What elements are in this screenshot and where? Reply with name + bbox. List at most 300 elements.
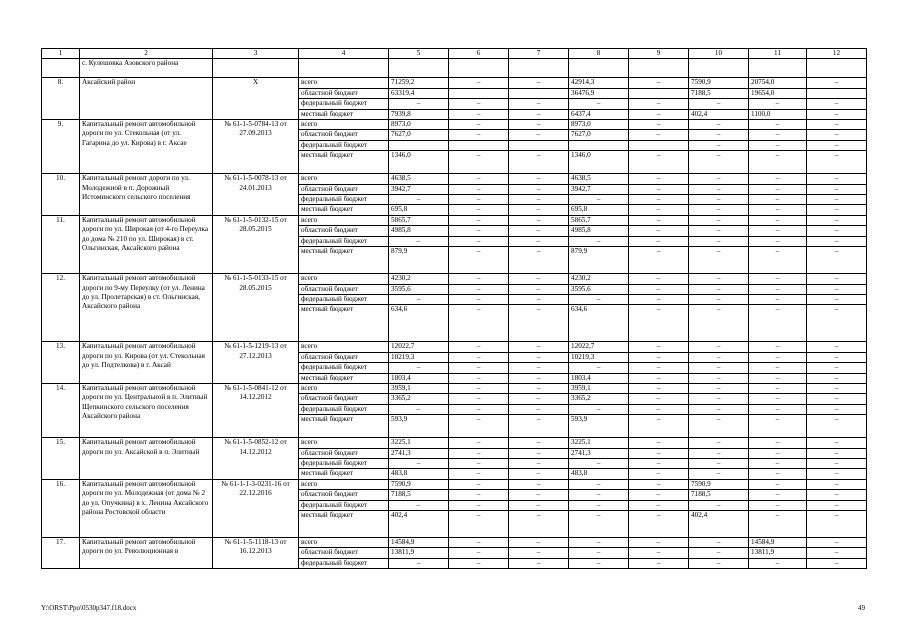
amount-cell: – xyxy=(509,469,569,479)
amount-cell: – xyxy=(389,558,449,568)
amount-cell: – xyxy=(629,458,689,468)
amount-cell: – xyxy=(629,305,689,342)
amount-cell: 593,9 xyxy=(569,415,629,438)
header-row xyxy=(42,49,867,59)
page-number: 49 xyxy=(858,604,865,612)
expertise-doc: № 61-1-5-0132-15 от 28.05.2015 xyxy=(213,215,299,273)
amount-cell: – xyxy=(689,247,749,274)
amount-cell: – xyxy=(807,247,867,274)
object-name: Капитальный ремонт автомобильной дороги по ул. Молодежная (от дома № 2 до ул. Опучкина) в х. Ленина Аксайского района Ростовской области xyxy=(80,479,213,537)
amount-cell: – xyxy=(629,205,689,215)
amount-cell: 7188,5 xyxy=(689,88,749,98)
amount-cell: – xyxy=(749,469,807,479)
amount-cell: 13811,9 xyxy=(749,548,807,558)
amount-cell: – xyxy=(749,226,807,236)
amount-cell: – xyxy=(807,305,867,342)
amount-cell: – xyxy=(509,404,569,414)
amount-cell: – xyxy=(689,305,749,342)
amount-cell: – xyxy=(749,500,807,510)
expertise-doc: № 61-1-5-0133-15 от 28.05.2015 xyxy=(213,274,299,342)
amount-cell: – xyxy=(807,352,867,362)
amount-cell: – xyxy=(389,458,449,468)
amount-cell: – xyxy=(449,195,509,205)
object-name: Капитальный ремонт автомобильной дороги по 9-му Переулку (от ул. Ленина до ул. Пролетарская) в ст. Ольгинская, Аксайского района xyxy=(80,274,213,342)
amount-cell: – xyxy=(689,363,749,373)
header-cell: 10 xyxy=(689,49,749,59)
amount-cell: – xyxy=(629,394,689,404)
amount-cell: – xyxy=(689,538,749,548)
amount-cell: – xyxy=(449,500,509,510)
expertise-doc xyxy=(213,59,299,78)
amount-cell: – xyxy=(629,500,689,510)
amount-cell: – xyxy=(509,352,569,362)
row-number: 12. xyxy=(42,274,80,342)
amount-cell: – xyxy=(629,479,689,489)
amount-cell: – xyxy=(449,78,509,88)
amount-cell: – xyxy=(807,342,867,352)
amount-cell: – xyxy=(749,479,807,489)
amount-cell: 63319,4 xyxy=(389,88,449,98)
amount-cell: – xyxy=(749,490,807,500)
amount-cell: – xyxy=(629,538,689,548)
expertise-doc: № 61-1-5-0784-13 от 27.09.2013 xyxy=(213,120,299,174)
amount-cell: – xyxy=(509,373,569,383)
amount-cell: 2741,3 xyxy=(389,448,449,458)
amount-cell: – xyxy=(449,448,509,458)
amount-cell: – xyxy=(509,500,569,510)
amount-cell: – xyxy=(807,109,867,119)
amount-cell: – xyxy=(689,548,749,558)
amount-cell: – xyxy=(509,78,569,88)
amount-cell: 695,8 xyxy=(389,205,449,215)
amount-cell: – xyxy=(629,226,689,236)
amount-cell: 402,4 xyxy=(689,511,749,538)
amount-cell: – xyxy=(629,151,689,174)
budget-source: всего xyxy=(299,174,389,184)
amount-cell: 20754,0 xyxy=(749,78,807,88)
amount-cell xyxy=(807,88,867,98)
amount-cell: – xyxy=(449,205,509,215)
amount-cell: – xyxy=(689,394,749,404)
amount-cell: 483,8 xyxy=(389,469,449,479)
amount-cell: 1346,0 xyxy=(389,151,449,174)
budget-source: местный бюджет xyxy=(299,305,389,342)
table-row xyxy=(42,78,867,88)
row-number: 9. xyxy=(42,120,80,174)
amount-cell: – xyxy=(749,394,807,404)
amount-cell: – xyxy=(807,558,867,568)
amount-cell: – xyxy=(569,500,629,510)
amount-cell: – xyxy=(749,415,807,438)
amount-cell: – xyxy=(449,438,509,448)
amount-cell: – xyxy=(509,274,569,284)
amount-cell: – xyxy=(629,373,689,383)
amount-cell: – xyxy=(509,205,569,215)
amount-cell: – xyxy=(629,195,689,205)
budget-source: всего xyxy=(299,479,389,489)
amount-cell: 13811,9 xyxy=(389,548,449,558)
amount-cell: 7590,9 xyxy=(389,479,449,489)
amount-cell: – xyxy=(807,215,867,225)
amount-cell: – xyxy=(689,151,749,174)
amount-cell: – xyxy=(807,438,867,448)
amount-cell: 634,6 xyxy=(569,305,629,342)
amount-cell: – xyxy=(807,184,867,194)
amount-cell: – xyxy=(449,274,509,284)
amount-cell: – xyxy=(509,538,569,548)
object-name: Капитальный ремонт автомобильной дороги по ул. Центральной в п. Элитный Щепкинского сельского поселения Аксайского района xyxy=(80,383,213,437)
expertise-doc: № 61-1-5-0841-12 от 14.12.2012 xyxy=(213,383,299,437)
amount-cell: – xyxy=(449,511,509,538)
amount-cell: – xyxy=(389,236,449,246)
amount-cell: – xyxy=(509,151,569,174)
amount-cell: 7627,0 xyxy=(389,130,449,140)
amount-cell: – xyxy=(689,130,749,140)
object-name: Капитальный ремонт автомобильной дороги по ул. Кирова (от ул. Стекольная до ул. Подтелкова) в г. Аксай xyxy=(80,342,213,384)
amount-cell: – xyxy=(689,342,749,352)
budget-source: областной бюджет xyxy=(299,184,389,194)
amount-cell: – xyxy=(509,184,569,194)
amount-cell: 3225,1 xyxy=(569,438,629,448)
amount-cell: – xyxy=(449,184,509,194)
amount-cell: 695,8 xyxy=(569,205,629,215)
amount-cell: – xyxy=(569,363,629,373)
budget-source: областной бюджет xyxy=(299,548,389,558)
expertise-doc: № 61-1-5-1118-13 от 16.12.2013 xyxy=(213,538,299,569)
amount-cell: – xyxy=(689,352,749,362)
budget-source: федеральный бюджет xyxy=(299,140,389,150)
header-cell: 11 xyxy=(749,49,807,59)
amount-cell: – xyxy=(509,226,569,236)
header-cell: 3 xyxy=(213,49,299,59)
amount-cell xyxy=(629,88,689,98)
amount-cell: – xyxy=(569,538,629,548)
amount-cell xyxy=(749,59,807,78)
amount-cell: – xyxy=(749,342,807,352)
header-cell: 2 xyxy=(80,49,213,59)
amount-cell: – xyxy=(509,448,569,458)
amount-cell: – xyxy=(807,448,867,458)
amount-cell: – xyxy=(449,469,509,479)
amount-cell: – xyxy=(509,99,569,109)
expertise-doc: № 61-1-5-0078-13 от 24.01.2013 xyxy=(213,174,299,216)
amount-cell: 3942,7 xyxy=(569,184,629,194)
amount-cell: 3595,6 xyxy=(389,284,449,294)
amount-cell: – xyxy=(629,99,689,109)
amount-cell: 12022,7 xyxy=(389,342,449,352)
amount-cell: – xyxy=(509,438,569,448)
amount-cell: 71259,2 xyxy=(389,78,449,88)
amount-cell: – xyxy=(569,236,629,246)
amount-cell: – xyxy=(689,174,749,184)
row-number: 15. xyxy=(42,438,80,480)
amount-cell: – xyxy=(629,78,689,88)
amount-cell: – xyxy=(749,305,807,342)
row-number: 11. xyxy=(42,215,80,273)
amount-cell: – xyxy=(449,394,509,404)
amount-cell: – xyxy=(689,448,749,458)
amount-cell: – xyxy=(449,305,509,342)
amount-cell: 3959,1 xyxy=(569,383,629,393)
amount-cell: – xyxy=(509,548,569,558)
amount-cell: – xyxy=(629,352,689,362)
amount-cell: 8973,0 xyxy=(569,120,629,130)
amount-cell: – xyxy=(749,373,807,383)
amount-cell: – xyxy=(389,195,449,205)
amount-cell: – xyxy=(807,195,867,205)
amount-cell: – xyxy=(449,373,509,383)
amount-cell: – xyxy=(509,305,569,342)
object-name: Капитальный ремонт автомобильной дороги по ул. Революционная в xyxy=(80,538,213,569)
amount-cell: – xyxy=(749,140,807,150)
amount-cell: – xyxy=(807,151,867,174)
header-cell: 8 xyxy=(569,49,629,59)
amount-cell: 7939,8 xyxy=(389,109,449,119)
amount-cell: – xyxy=(509,558,569,568)
object-name: Капитальный ремонт автомобильной дороги по ул. Широкая (от 4-го Переулка до дома № 210 по ул. Широкая) в ст. Ольгинская, Аксайского района xyxy=(80,215,213,273)
object-name: с. Кулешовка Азовского района xyxy=(80,59,213,78)
budget-source: всего xyxy=(299,78,389,88)
amount-cell: – xyxy=(807,226,867,236)
amount-cell: – xyxy=(449,109,509,119)
amount-cell: – xyxy=(749,274,807,284)
amount-cell: – xyxy=(389,404,449,414)
amount-cell: – xyxy=(509,383,569,393)
amount-cell: – xyxy=(807,205,867,215)
amount-cell: 3595,6 xyxy=(569,284,629,294)
budget-source: федеральный бюджет xyxy=(299,458,389,468)
budget-source: всего xyxy=(299,274,389,284)
budget-source: всего xyxy=(299,120,389,130)
amount-cell: – xyxy=(509,342,569,352)
amount-cell: – xyxy=(509,174,569,184)
amount-cell: – xyxy=(749,215,807,225)
amount-cell: – xyxy=(569,99,629,109)
amount-cell: – xyxy=(807,479,867,489)
amount-cell: 3225,1 xyxy=(389,438,449,448)
amount-cell: – xyxy=(749,458,807,468)
amount-cell: – xyxy=(749,151,807,174)
header-cell: 12 xyxy=(807,49,867,59)
amount-cell: – xyxy=(807,490,867,500)
amount-cell: – xyxy=(629,511,689,538)
budget-source: местный бюджет xyxy=(299,247,389,274)
table-row xyxy=(42,174,867,184)
amount-cell: – xyxy=(449,548,509,558)
amount-cell: – xyxy=(689,438,749,448)
amount-cell: – xyxy=(509,294,569,304)
amount-cell xyxy=(569,59,629,78)
amount-cell: – xyxy=(807,500,867,510)
amount-cell: – xyxy=(749,383,807,393)
amount-cell: – xyxy=(629,284,689,294)
amount-cell: – xyxy=(569,479,629,489)
expertise-doc: № 61-1-5-1219-13 от 27.12.2013 xyxy=(213,342,299,384)
amount-cell: – xyxy=(509,415,569,438)
amount-cell: – xyxy=(449,174,509,184)
amount-cell: – xyxy=(807,458,867,468)
amount-cell: – xyxy=(749,174,807,184)
amount-cell: – xyxy=(749,558,807,568)
amount-cell xyxy=(449,88,509,98)
amount-cell: 7590,9 xyxy=(689,479,749,489)
table-row xyxy=(42,538,867,548)
amount-cell xyxy=(509,59,569,78)
amount-cell: 3959,1 xyxy=(389,383,449,393)
amount-cell: 14584,9 xyxy=(389,538,449,548)
amount-cell: – xyxy=(629,174,689,184)
amount-cell: – xyxy=(807,469,867,479)
amount-cell: 10219,3 xyxy=(569,352,629,362)
budget-source: всего xyxy=(299,342,389,352)
amount-cell: 7590,9 xyxy=(689,78,749,88)
amount-cell: 7627,0 xyxy=(569,130,629,140)
amount-cell: 1346,0 xyxy=(569,151,629,174)
amount-cell: – xyxy=(807,99,867,109)
budget-source: местный бюджет xyxy=(299,373,389,383)
amount-cell: 19654,0 xyxy=(749,88,807,98)
amount-cell: – xyxy=(449,236,509,246)
budget-source: всего xyxy=(299,538,389,548)
amount-cell: – xyxy=(449,363,509,373)
amount-cell xyxy=(689,59,749,78)
object-name: Капитальный ремонт дороги по ул. Молодежной в п. Дорожный Истоминского сельского поселения xyxy=(80,174,213,216)
amount-cell: – xyxy=(749,247,807,274)
amount-cell: – xyxy=(807,548,867,558)
budget-source: местный бюджет xyxy=(299,151,389,174)
amount-cell: 2741,3 xyxy=(569,448,629,458)
amount-cell xyxy=(509,88,569,98)
amount-cell: – xyxy=(509,120,569,130)
header-cell: 5 xyxy=(389,49,449,59)
amount-cell: – xyxy=(449,538,509,548)
budget-source: федеральный бюджет xyxy=(299,404,389,414)
amount-cell: – xyxy=(689,274,749,284)
expertise-doc: № 61-1-1-3-0231-16 от 22.12.2016 xyxy=(213,479,299,537)
amount-cell: – xyxy=(629,109,689,119)
budget-source: местный бюджет xyxy=(299,205,389,215)
table-row xyxy=(42,274,867,284)
amount-cell: – xyxy=(629,558,689,568)
budget-source: областной бюджет xyxy=(299,490,389,500)
amount-cell: – xyxy=(629,120,689,130)
amount-cell: – xyxy=(807,404,867,414)
row-number: 14. xyxy=(42,383,80,437)
amount-cell xyxy=(449,59,509,78)
amount-cell: – xyxy=(449,130,509,140)
amount-cell: – xyxy=(449,558,509,568)
header-cell: 4 xyxy=(299,49,389,59)
amount-cell: – xyxy=(449,215,509,225)
amount-cell xyxy=(807,59,867,78)
amount-cell: – xyxy=(749,130,807,140)
amount-cell: – xyxy=(749,294,807,304)
amount-cell: 7188,5 xyxy=(389,490,449,500)
amount-cell: – xyxy=(449,247,509,274)
amount-cell: – xyxy=(629,236,689,246)
amount-cell: – xyxy=(449,383,509,393)
amount-cell: – xyxy=(569,294,629,304)
header-cell: 9 xyxy=(629,49,689,59)
amount-cell: – xyxy=(629,184,689,194)
row-number: 8. xyxy=(42,78,80,120)
amount-cell: – xyxy=(629,247,689,274)
amount-cell: – xyxy=(807,294,867,304)
table-row xyxy=(42,479,867,489)
amount-cell: 8973,0 xyxy=(389,120,449,130)
amount-cell: 36476,9 xyxy=(569,88,629,98)
amount-cell: – xyxy=(509,236,569,246)
amount-cell: – xyxy=(689,500,749,510)
table-row xyxy=(42,438,867,448)
amount-cell: – xyxy=(509,247,569,274)
amount-cell: 5865,7 xyxy=(389,215,449,225)
row-number: 16. xyxy=(42,479,80,537)
budget-source: местный бюджет xyxy=(299,511,389,538)
amount-cell: – xyxy=(749,195,807,205)
object-name: Капитальный ремонт автомобильной дороги по ул. Аксайской в п. Элитный xyxy=(80,438,213,480)
amount-cell: 402,4 xyxy=(389,511,449,538)
amount-cell: 4985,8 xyxy=(389,226,449,236)
amount-cell: – xyxy=(569,490,629,500)
amount-cell: 402,4 xyxy=(689,109,749,119)
amount-cell: – xyxy=(689,383,749,393)
amount-cell: – xyxy=(689,415,749,438)
amount-cell: – xyxy=(807,415,867,438)
amount-cell: – xyxy=(389,99,449,109)
amount-cell: 5865,7 xyxy=(569,215,629,225)
budget-source: федеральный бюджет xyxy=(299,294,389,304)
amount-cell: – xyxy=(749,511,807,538)
amount-cell: – xyxy=(689,99,749,109)
budget-source: областной бюджет xyxy=(299,226,389,236)
table-row xyxy=(42,215,867,225)
amount-cell: – xyxy=(629,383,689,393)
object-name: Капитальный ремонт автомобильной дороги по ул. Стекольная (от ул. Гагарина до ул. Кирова) в г. Аксае xyxy=(80,120,213,174)
amount-cell: – xyxy=(449,294,509,304)
amount-cell: – xyxy=(807,236,867,246)
amount-cell: – xyxy=(509,363,569,373)
budget-source: местный бюджет xyxy=(299,109,389,119)
amount-cell: – xyxy=(449,120,509,130)
amount-cell: – xyxy=(629,404,689,414)
amount-cell xyxy=(569,140,629,150)
amount-cell: – xyxy=(749,363,807,373)
amount-cell: – xyxy=(689,469,749,479)
amount-cell: – xyxy=(807,174,867,184)
amount-cell: – xyxy=(807,511,867,538)
amount-cell xyxy=(449,140,509,150)
budget-source: областной бюджет xyxy=(299,352,389,362)
amount-cell: 879,9 xyxy=(569,247,629,274)
amount-cell: – xyxy=(509,490,569,500)
amount-cell: 4638,5 xyxy=(569,174,629,184)
budget-source: федеральный бюджет xyxy=(299,99,389,109)
amount-cell: – xyxy=(449,352,509,362)
amount-cell: – xyxy=(689,184,749,194)
amount-cell: – xyxy=(689,140,749,150)
amount-cell: 483,8 xyxy=(569,469,629,479)
budget-source: всего xyxy=(299,383,389,393)
amount-cell: – xyxy=(689,195,749,205)
amount-cell: – xyxy=(807,363,867,373)
budget-source: областной бюджет xyxy=(299,284,389,294)
amount-cell: – xyxy=(807,274,867,284)
amount-cell: – xyxy=(629,363,689,373)
amount-cell: – xyxy=(509,394,569,404)
amount-cell: – xyxy=(689,120,749,130)
budget-source: областной бюджет xyxy=(299,394,389,404)
